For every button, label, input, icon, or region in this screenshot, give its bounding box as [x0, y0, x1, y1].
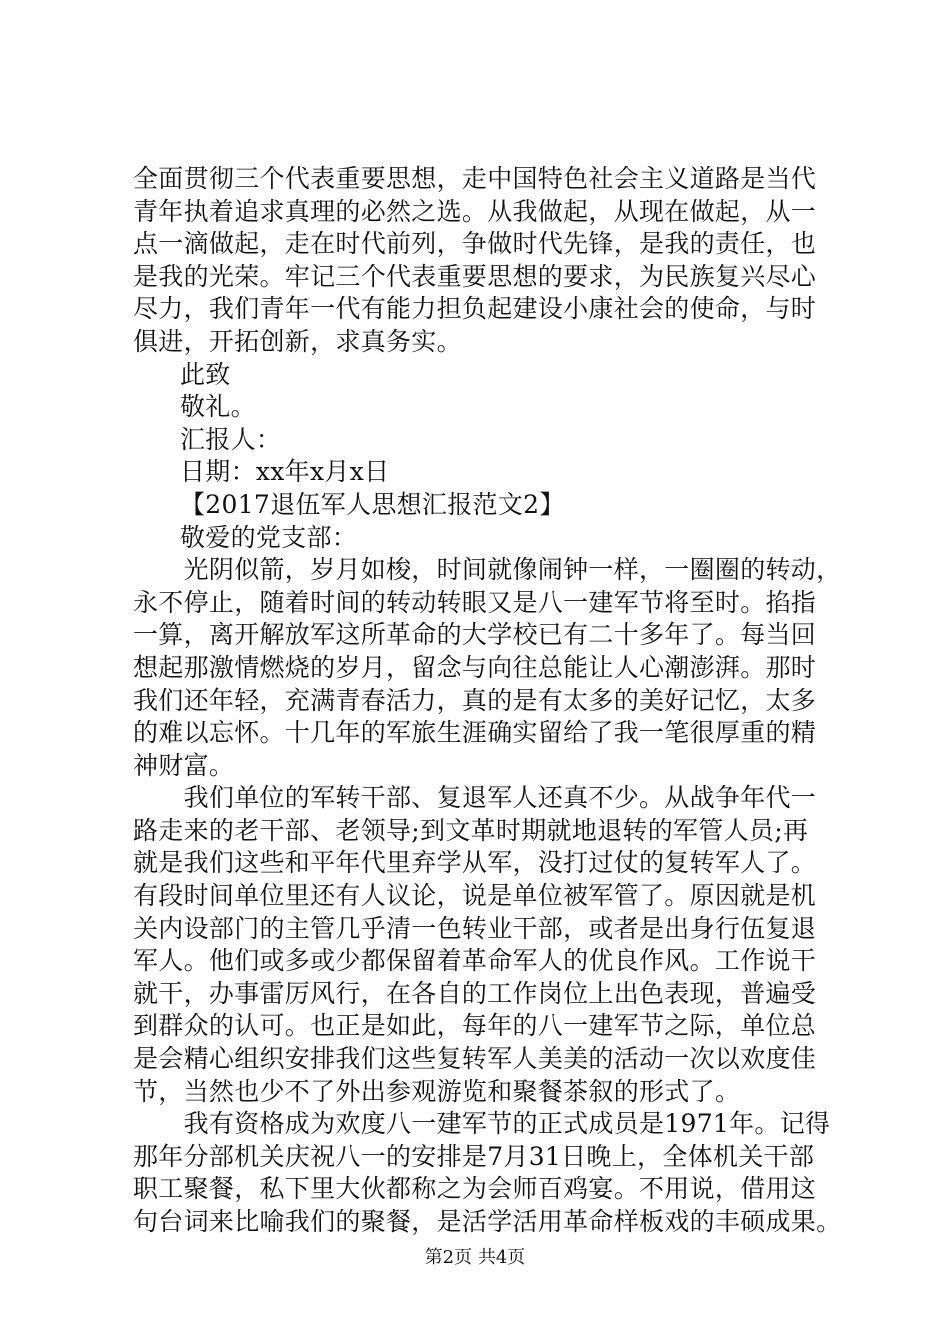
text-line: 关内设部门的主管几乎清一色转业干部，或者是出身行伍复退: [133, 913, 817, 943]
closing-salutation: [133, 359, 843, 392]
text-line: 神财富。: [133, 750, 235, 780]
text-line: 日期：xx年x月x日: [180, 457, 390, 487]
text-line: 【2017退伍军人思想汇报范文2】: [180, 489, 565, 519]
text-line: 到群众的认可。也正是如此，每年的八一建军节之际，单位总: [133, 1011, 817, 1041]
paragraph-intro-conclusion: [133, 163, 843, 359]
text-line: 青年执着追求真理的必然之选。从我做起，从现在做起，从一: [133, 196, 817, 226]
page-footer: 第2页 共4页: [424, 1247, 526, 1268]
text-line: 我们单位的军转干部、复退军人还真不少。从战争年代一: [133, 783, 817, 813]
text-line: 点一滴做起，走在时代前列，争做时代先锋，是我的责任，也: [133, 229, 817, 259]
text-line: 是我的光荣。牢记三个代表重要思想的要求，为民族复兴尽心: [133, 261, 817, 291]
addressee: [133, 522, 843, 555]
text-line: 光阴似箭，岁月如梭，时间就像闹钟一样，一圈圈的转动，: [133, 555, 842, 585]
text-line: 路走来的老干部、老领导;到文革时期就地退转的军管人员;再: [133, 815, 809, 845]
text-line: 永不停止，随着时间的转动转眼又是八一建军节将至时。掐指: [133, 587, 817, 617]
date-line: [133, 456, 843, 489]
paragraph-time-flies: [133, 554, 843, 782]
text-line: 的难以忘怀。十几年的军旅生涯确实留给了我一笔很厚重的精: [133, 718, 817, 748]
paragraph-unit-veterans: [133, 782, 843, 1108]
section-heading: [133, 489, 843, 522]
text-line: 此致: [180, 359, 231, 389]
text-line: 我们还年轻，充满青春活力，真的是有太多的美好记忆，太多: [133, 685, 817, 715]
text-line: 句台词来比喻我们的聚餐，是活学活用革命样板戏的丰硕成果。: [133, 1207, 842, 1236]
text-line: 职工聚餐，私下里大伙都称之为会师百鸡宴。不用说，借用这: [133, 1174, 817, 1204]
reporter-label: [133, 424, 843, 457]
document-body: [133, 163, 843, 1239]
text-line: 我有资格成为欢度八一建军节的正式成员是1971年。记得: [133, 1109, 831, 1139]
text-line: 全面贯彻三个代表重要思想，走中国特色社会主义道路是当代: [133, 164, 817, 193]
paragraph-1971: [133, 1108, 843, 1238]
text-line: 俱进，开拓创新，求真务实。: [133, 326, 462, 356]
text-line: 就干，办事雷厉风行，在各自的工作岗位上出色表现，普遍受: [133, 978, 817, 1008]
text-line: 有段时间单位里还有人议论，说是单位被军管了。原因就是机: [133, 881, 817, 911]
text-line: 是会精心组织安排我们这些复转军人美美的活动一次以欢度佳: [133, 1044, 817, 1074]
closing-regards: [133, 391, 843, 424]
text-line: 尽力，我们青年一代有能力担负起建设小康社会的使命，与时: [133, 294, 817, 324]
text-line: 那年分部机关庆祝八一的安排是7月31日晚上，全体机关干部: [133, 1141, 815, 1171]
text-line: 就是我们这些和平年代里弃学从军，没打过仗的复转军人了。: [133, 848, 817, 878]
text-line: 节，当然也少不了外出参观游览和聚餐茶叙的形式了。: [133, 1076, 741, 1106]
text-line: 军人。他们或多或少都保留着革命军人的优良作风。工作说干: [133, 946, 817, 976]
text-line: 一算，离开解放军这所革命的大学校已有二十多年了。每当回: [133, 620, 817, 650]
text-line: 敬爱的党支部：: [180, 522, 358, 552]
text-line: 汇报人：: [180, 424, 282, 454]
text-line: 敬礼。: [180, 392, 256, 422]
text-line: 想起那激情燃烧的岁月，留念与向往总能让人心潮澎湃。那时: [133, 652, 817, 682]
